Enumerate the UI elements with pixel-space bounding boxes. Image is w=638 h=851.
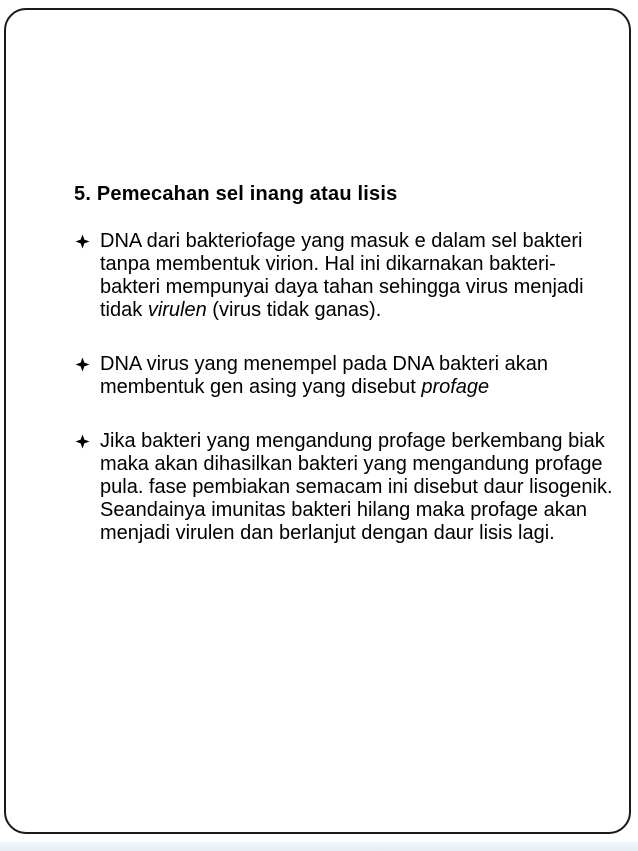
- bullet-item-3: [74, 430, 614, 545]
- bottom-strip: [0, 842, 638, 851]
- bullet-item-1: [74, 230, 614, 322]
- bullet-item-2: [74, 353, 614, 399]
- slide-heading: 5. Pemecahan sel inang atau lisis: [74, 183, 398, 205]
- diamond-bullet-icon: [75, 434, 90, 449]
- bullet-text-1: DNA dari bakteriofage yang masuk e dalam sel bakteri tanpa membentuk virion. Hal ini dikarnakan bakteri-bakteri mempunyai daya tahan sehingga virus menjadi tidak virulen (virus tidak ganas).: [100, 230, 584, 321]
- diamond-bullet-icon: [75, 234, 90, 249]
- bullet-text-2: DNA virus yang menempel pada DNA bakteri akan membentuk gen asing yang disebut profage: [100, 353, 549, 398]
- bullet-2-italic-term: profage: [421, 376, 490, 398]
- diamond-bullet-icon: [75, 357, 90, 372]
- bullet-1-italic-term: virulen: [147, 299, 207, 321]
- bullet-text-3: Jika bakteri yang mengandung profage berkembang biak maka akan dihasilkan bakteri yang mengandung profage pula. fase pembiakan semacam ini disebut daur lisogenik. Seandainya imunitas bakteri hilang maka profage akan menjadi virulen dan berlanjut dengan daur lisis lagi.: [100, 430, 613, 544]
- slide-content: [74, 180, 614, 576]
